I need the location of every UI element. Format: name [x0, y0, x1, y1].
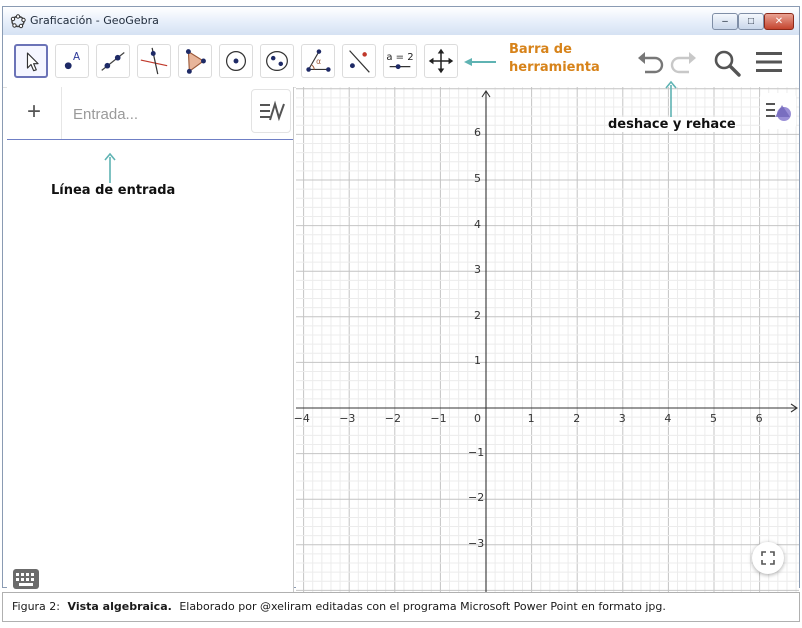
- undo-redo-annotation-label: deshace y rehace: [608, 117, 736, 132]
- ellipse-icon: [261, 45, 293, 77]
- cursor-arrow-icon: [16, 46, 46, 76]
- fullscreen-button[interactable]: [752, 542, 784, 574]
- y-tick-label: −1: [468, 445, 485, 459]
- angle-tool-button[interactable]: [301, 44, 335, 78]
- geogebra-window: [2, 6, 800, 588]
- undo-icon[interactable]: [635, 49, 665, 75]
- reflect-line-icon: [343, 45, 375, 77]
- point-a-icon: [56, 45, 88, 77]
- close-icon: ✕: [774, 16, 784, 27]
- x-tick-label: −4: [293, 412, 310, 425]
- redo-icon[interactable]: [669, 49, 699, 75]
- x-tick-label: 4: [664, 412, 672, 425]
- minimize-icon: ‒: [722, 16, 728, 27]
- y-tick-label: 6: [474, 126, 481, 140]
- annotation-arrow-toolbar: [463, 57, 497, 67]
- maximize-button[interactable]: [738, 13, 764, 30]
- perpendicular-tool-button[interactable]: [137, 44, 171, 78]
- y-tick-label: 5: [474, 172, 481, 185]
- graphics-style-icon: [760, 93, 796, 129]
- figure-caption: [12, 600, 666, 613]
- circle-center-point-icon: [220, 45, 252, 77]
- x-tick-label: 3: [618, 412, 626, 425]
- x-tick-label: −2: [384, 412, 402, 425]
- caption-title: Vista algebraica.: [67, 600, 172, 613]
- circle-center-tool-button[interactable]: [219, 44, 253, 78]
- svg-text:A: A: [72, 51, 81, 64]
- toolbar-annotation-label: Barra de herramienta: [509, 42, 600, 75]
- angle-icon: [302, 45, 334, 77]
- move-tool-button[interactable]: [14, 44, 48, 78]
- figure-caption-box: [2, 592, 800, 622]
- move-view-tool-button[interactable]: [424, 44, 458, 78]
- line-through-points-icon: [97, 45, 129, 77]
- y-tick-label: −2: [468, 491, 485, 505]
- hamburger-menu-icon[interactable]: [754, 48, 784, 76]
- x-tick-label: −1: [430, 412, 447, 425]
- algebra-view: [7, 87, 294, 593]
- window-title: Graficación - GeoGebra: [30, 14, 159, 27]
- input-annotation-label: Línea de entrada: [51, 183, 176, 198]
- add-input-button[interactable]: [7, 87, 62, 139]
- line-tool-button[interactable]: [96, 44, 130, 78]
- y-tick-label: 2: [474, 308, 481, 322]
- y-tick-label: −3: [468, 536, 485, 550]
- y-tick-label: 4: [474, 217, 481, 231]
- toolbar: [3, 35, 799, 88]
- slider-tool-button[interactable]: [383, 44, 417, 78]
- polygon-icon: [179, 45, 211, 77]
- x-tick-label: 0: [474, 412, 481, 425]
- search-icon[interactable]: [711, 47, 743, 79]
- ellipse-tool-button[interactable]: [260, 44, 294, 78]
- maximize-icon: □: [747, 16, 755, 27]
- title-bar: [3, 7, 799, 36]
- y-tick-label: 1: [474, 354, 481, 368]
- x-tick-label: 1: [527, 412, 535, 425]
- x-tick-label: −3: [339, 412, 356, 425]
- fullscreen-icon: [752, 542, 784, 574]
- point-tool-button[interactable]: [55, 44, 89, 78]
- perpendicular-line-icon: [138, 45, 170, 77]
- graphics-style-button[interactable]: [760, 93, 796, 129]
- algebra-style-button[interactable]: [251, 89, 291, 133]
- polygon-tool-button[interactable]: [178, 44, 212, 78]
- x-tick-label: 6: [755, 412, 763, 425]
- plus-icon: +: [26, 98, 41, 125]
- input-field[interactable]: [71, 101, 245, 127]
- x-tick-label: 2: [573, 412, 581, 425]
- move-graphics-view-icon: [425, 45, 457, 77]
- minimize-button[interactable]: [712, 13, 738, 30]
- input-bar: [7, 87, 293, 140]
- coordinate-grid: [293, 87, 799, 593]
- close-button[interactable]: [764, 13, 794, 30]
- graphics-view[interactable]: [293, 87, 799, 593]
- keyboard-icon[interactable]: [13, 569, 39, 589]
- geogebra-logo-icon: [10, 13, 26, 29]
- caption-prefix: Figura 2:: [12, 600, 61, 613]
- annotation-arrow-input: [103, 151, 117, 183]
- slider-label: a = 2: [386, 52, 414, 63]
- reflect-tool-button[interactable]: [342, 44, 376, 78]
- svg-text:α: α: [316, 56, 322, 66]
- algebra-style-icon: [252, 90, 292, 134]
- caption-text: Elaborado por @xeliram editadas con el programa Microsoft Power Point en formato jpg.: [179, 600, 666, 613]
- x-tick-label: 5: [710, 412, 717, 425]
- y-tick-label: 3: [474, 263, 481, 277]
- slider-icon: [384, 45, 416, 77]
